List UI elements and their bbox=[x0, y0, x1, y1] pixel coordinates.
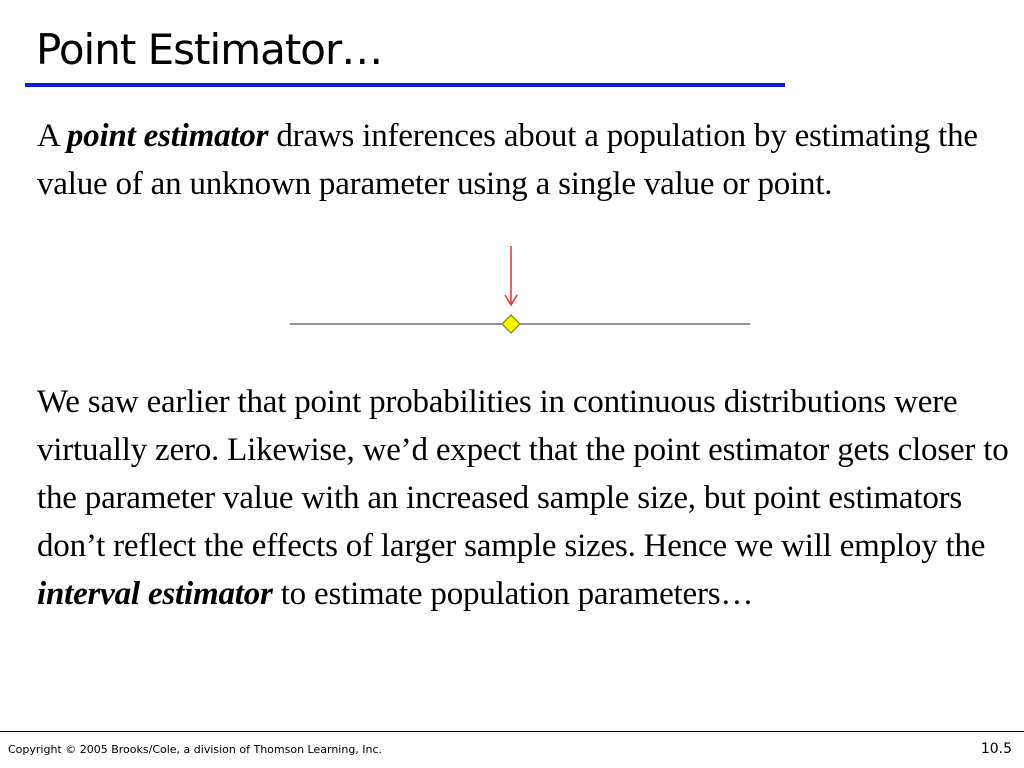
explanation-rest: to estimate population parameters… bbox=[272, 576, 754, 612]
slide-title: Point Estimator… bbox=[36, 25, 383, 74]
footer-divider bbox=[0, 731, 1024, 732]
term-interval-estimator: interval estimator bbox=[37, 576, 273, 612]
copyright-notice: Copyright © 2005 Brooks/Cole, a division of Thomson Learning, Inc. bbox=[8, 743, 383, 756]
term-point-estimator: point estimator bbox=[66, 118, 269, 154]
paragraph-rest: draws inferences about a population by estimating the value of an unknown parameter using a single value or point. bbox=[37, 118, 978, 202]
definition-paragraph bbox=[37, 112, 1012, 208]
explanation-text: We saw earlier that point probabilities in continuous distributions were virtually zero. Likewise, we’d expect that the point estimator gets closer to the parameter value with an increased sample size, but point estimators don’t reflect the effects of larger sample sizes. Hence we will employ the bbox=[37, 384, 1009, 564]
point-estimate-marker bbox=[502, 315, 520, 333]
paragraph-lead: A bbox=[37, 118, 67, 154]
point-estimate-diagram bbox=[280, 240, 760, 340]
title-underline bbox=[25, 83, 785, 87]
explanation-paragraph bbox=[37, 378, 1017, 618]
page-number: 10.5 bbox=[980, 741, 1012, 757]
